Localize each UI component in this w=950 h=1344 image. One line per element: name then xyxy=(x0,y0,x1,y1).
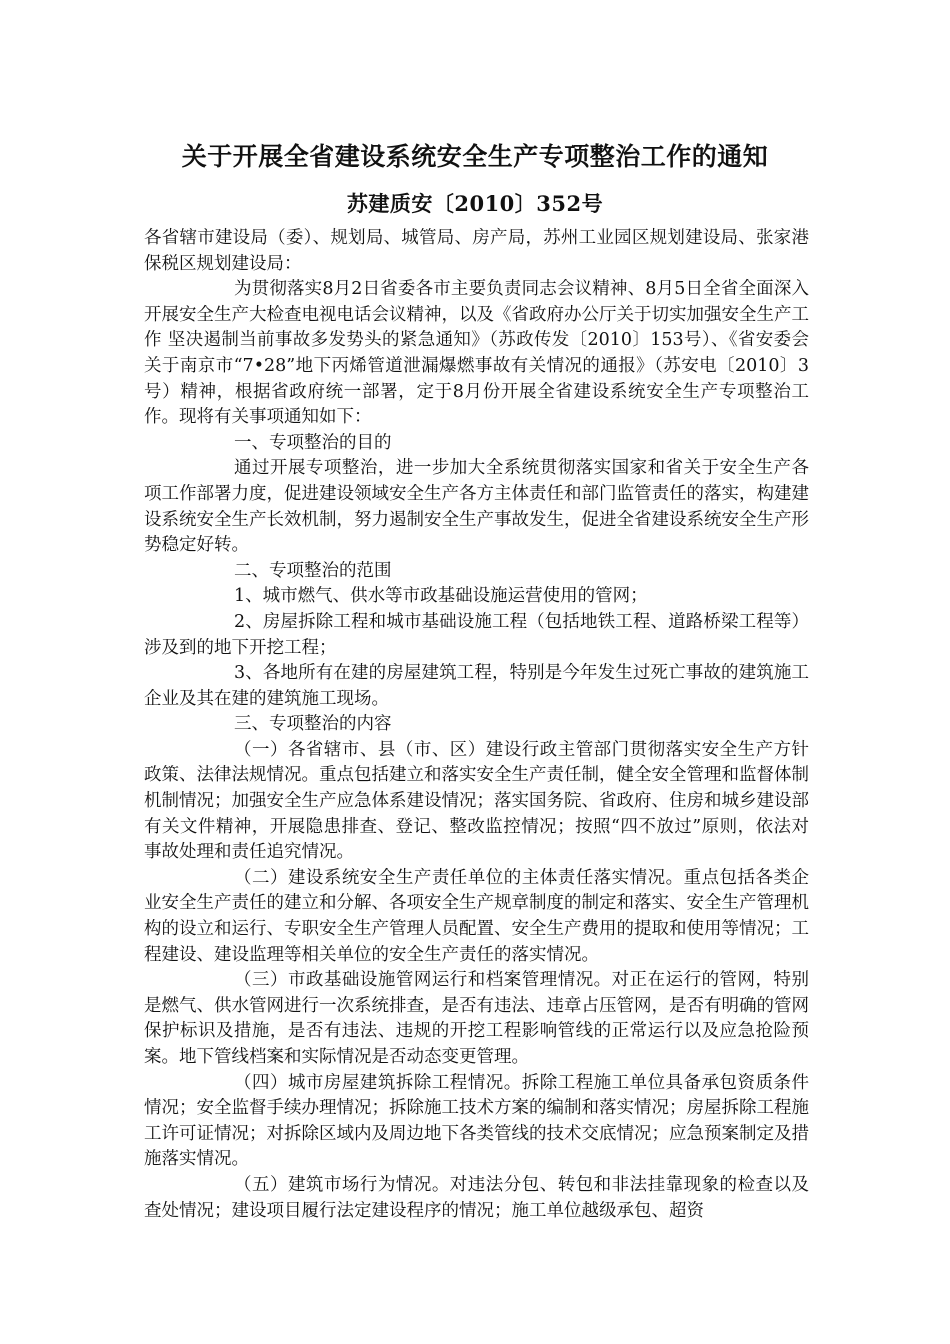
content-item-2: （二）建设系统安全生产责任单位的主体责任落实情况。重点包括各类企业安全生产责任的建立和分解、各项安全生产规章制度的制定和落实、安全生产管理机构的设立和运行、专职安全生产管理人员配置、安全生产费用的提取和使用等情况；工程建设、建设监理等相关单位的安全生产责任的落实情况。 xyxy=(144,867,809,965)
content-item-3: （三）市政基础设施管网运行和档案管理情况。对正在运行的管网，特别是燃气、供水管网进行一次系统排查，是否有违法、违章占压管网，是否有明确的管网保护标识及措施，是否有违法、违规的开挖工程影响管线的正常运行以及应急抢险预案。地下管线档案和实际情况是否动态变更管理。 xyxy=(144,970,809,1067)
purpose-paragraph: 通过开展专项整治，进一步加大全系统贯彻落实国家和省关于安全生产各项工作部署力度，促进建设领域安全生产各方主体责任和部门监管责任的落实，构建建设系统安全生产长效机制，努力遏制安全生产事故发生，促进全省建设系统安全生产形势稳定好转。 xyxy=(144,458,809,556)
content-item-1: （一）各省辖市、县（市、区）建设行政主管部门贯彻落实安全生产方针政策、法律法规情况。重点包括建立和落实安全生产责任制，健全安全管理和监督体制机制情况；加强安全生产应急体系建设情况；落实国务院、省政府、住房和城乡建设部有关文件精神，开展隐患排查、登记、整改监控情况；按照“四不放过”原则，依法对事故处理和责任追究情况。 xyxy=(144,739,809,863)
document-number: 苏建质安〔2010〕352号 xyxy=(346,191,604,216)
document-body xyxy=(144,226,809,1224)
section-heading-scope: 二、专项整治的范围 xyxy=(234,560,392,581)
scope-item-1: 1、城市燃气、供水等市政基础设施运营使用的管网； xyxy=(234,586,648,607)
section-heading-purpose: 一、专项整治的目的 xyxy=(234,432,392,453)
document-title: 关于开展全省建设系统安全生产专项整治工作的通知 xyxy=(181,142,769,171)
addressee-paragraph: 各省辖市建设局（委）、规划局、城管局、房产局，苏州工业园区规划建设局、张家港保税区规划建设局： xyxy=(144,228,809,274)
scope-item-2: 2、房屋拆除工程和城市基础设施工程（包括地铁工程、道路桥梁工程等）涉及到的地下开挖工程； xyxy=(144,611,809,658)
content-item-4: （四）城市房屋建筑拆除工程情况。拆除工程施工单位具备承包资质条件情况；安全监督手续办理情况；拆除施工技术方案的编制和落实情况；房屋拆除工程施工许可证情况；对拆除区域内及周边地下各类管线的技术交底情况；应急预案制定及措施落实情况。 xyxy=(144,1072,809,1170)
section-heading-content: 三、专项整治的内容 xyxy=(234,714,392,735)
content-item-5: （五）建筑市场行为情况。对违法分包、转包和非法挂靠现象的检查以及查处情况；建设项目履行法定建设程序的情况；施工单位越级承包、超资 xyxy=(144,1174,809,1221)
scope-item-3: 3、各地所有在建的房屋建筑工程，特别是今年发生过死亡事故的建筑施工企业及其在建的建筑施工现场。 xyxy=(144,663,809,709)
intro-paragraph: 为贯彻落实8月2日省委各市主要负责同志会议精神、8月5日全省全面深入开展安全生产大检查电视电话会议精神，以及《省政府办公厅关于切实加强安全生产工作 坚决遏制当前事故多发势头的紧急通知》（苏政传发〔2010〕153号）、《省安委会关于南京市“7•28”地下丙烯管道泄漏爆燃事故有关情况的通报》（苏安电〔2010〕3号）精神，根据省政府统一部署，定于8月份开展全省建设系统安全生产专项整治工作。现将有关事项通知如下： xyxy=(144,279,809,428)
